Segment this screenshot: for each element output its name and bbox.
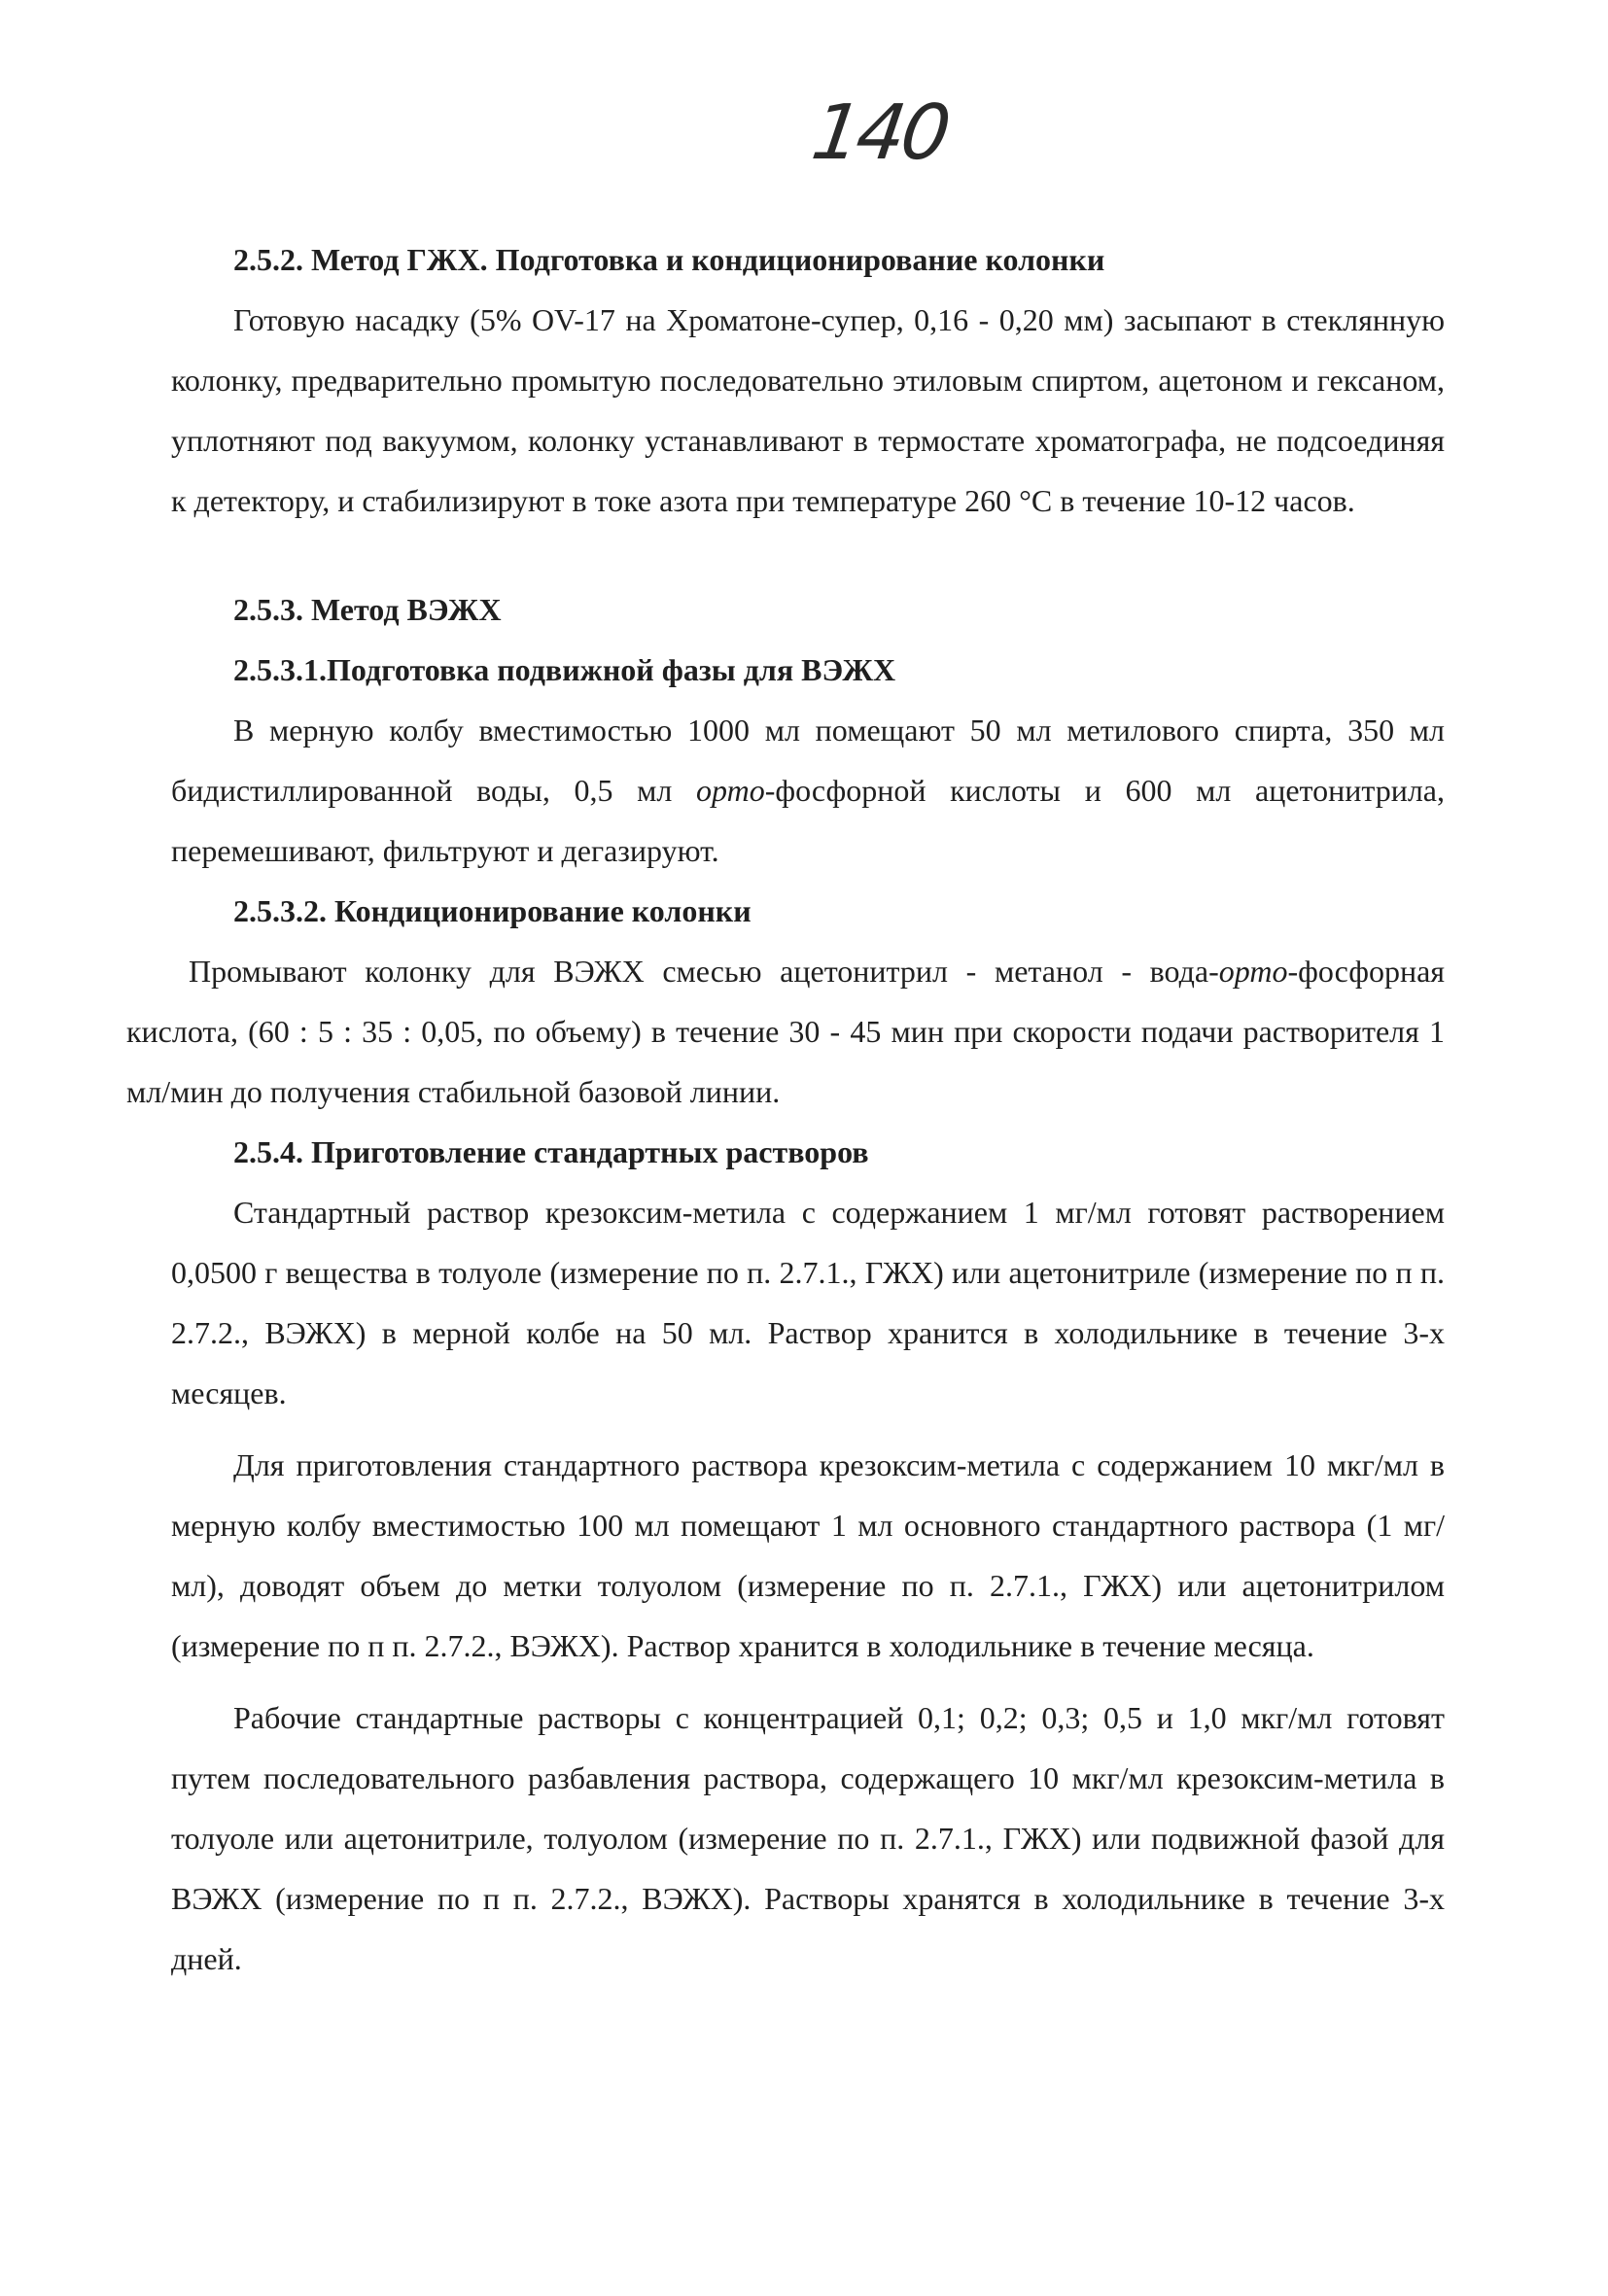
- paragraph-stock-standard: Стандартный раствор крезоксим-метила с содержанием 1 мг/мл готовят растворением 0,0500 г вещества в толуоле (измерение по п. 2.7.1., ГЖХ) или ацетонитриле (измерение по п п. 2.7.2., ВЭЖХ) в мерной колбе на 50 мл. Раствор хранится в холодильнике в течение 3-х месяцев.: [171, 1195, 1445, 1410]
- spacer: [171, 1676, 1445, 1687]
- heading-2-5-4: 2.5.4. Приготовление стандартных растворов: [233, 1134, 869, 1169]
- paragraph-column-preparation: Готовую насадку (5% OV-17 на Хроматоне-супер, 0,16 - 0,20 мм) засыпают в стеклянную колонку, предварительно промытую последовательно этиловым спиртом, ацетоном и гексаном, уплотняют под вакуумом, колонку устанавливают в термостате хроматографа, не подсоединяя к детектору, и стабилизируют в токе азота при температуре 260 °С в течение 10-12 часов.: [171, 302, 1445, 518]
- heading-2-5-3-2: 2.5.3.2. Кондиционирование колонки: [233, 893, 752, 928]
- paragraph-column-conditioning: [126, 941, 1445, 1122]
- paragraph-mobile-phase: [171, 700, 1445, 881]
- heading-2-5-2: 2.5.2. Метод ГЖХ. Подготовка и кондиционирование колонки: [233, 242, 1105, 277]
- spacer: [171, 1423, 1445, 1435]
- text-fragment: -фосфорной кислоты и 600 мл ацетонитрила, перемешивают, фильтруют и дегазируют.: [171, 773, 1446, 868]
- text-fragment: -фосфорная кислота, (60 : 5 : 35 : 0,05, по объему) в течение 30 - 45 мин при скорости подачи растворителя 1 мл/мин до получения стабильной базовой линии.: [126, 954, 1445, 1109]
- handwritten-page-number: 140: [806, 89, 953, 177]
- text-fragment: Промывают колонку для ВЭЖХ смесью ацетонитрил - метанол - вода-: [189, 954, 1219, 989]
- text-fragment: В мерную колбу вместимостью 1000 мл помещают 50 мл метилового спирта, 350 мл бидистиллированной воды, 0,5 мл: [171, 713, 1445, 808]
- document-body: [126, 229, 1446, 1989]
- heading-2-5-3-1: 2.5.3.1.Подготовка подвижной фазы для ВЭЖХ: [233, 652, 896, 687]
- spacer: [171, 531, 1445, 579]
- italic-term: орто: [696, 773, 765, 808]
- paragraph-working-standards: Рабочие стандартные растворы с концентрацией 0,1; 0,2; 0,3; 0,5 и 1,0 мкг/мл готовят путем последовательного разбавления раствора, содержащего 10 мкг/мл крезоксим-метила в толуоле или ацетонитриле, толуолом (измерение по п. 2.7.1., ГЖХ) или подвижной фазой для ВЭЖХ (измерение по п п. 2.7.2., ВЭЖХ). Растворы хранятся в холодильнике в течение 3-х дней.: [171, 1700, 1445, 1976]
- heading-2-5-3: 2.5.3. Метод ВЭЖХ: [233, 592, 502, 627]
- italic-term: орто: [1218, 954, 1288, 989]
- paragraph-intermediate-standard: Для приготовления стандартного раствора крезоксим-метила с содержанием 10 мкг/мл в мерную колбу вместимостью 100 мл помещают 1 мл основного стандартного раствора (1 мг/мл), доводят объем до метки толуолом (измерение по п. 2.7.1., ГЖХ) или ацетонитрилом (измерение по п п. 2.7.2., ВЭЖХ). Раствор хранится в холодильнике в течение месяца.: [171, 1447, 1445, 1663]
